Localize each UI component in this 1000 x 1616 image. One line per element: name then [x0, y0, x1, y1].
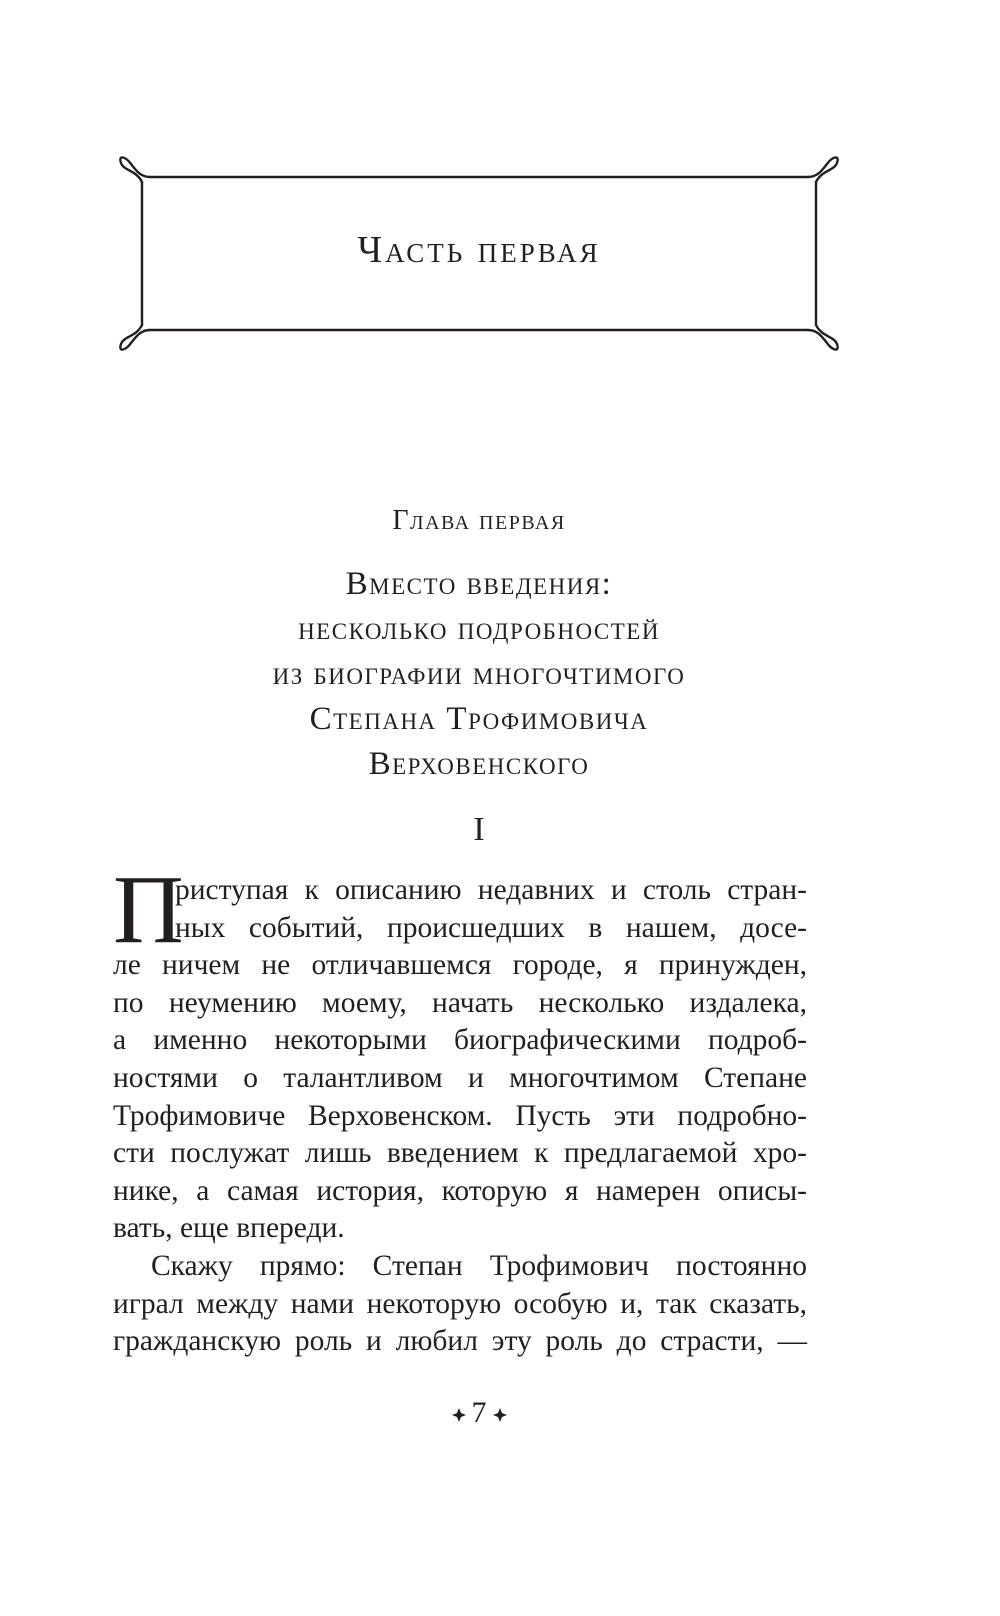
chapter-title-line: Вместо введения: [345, 566, 613, 602]
paragraph [113, 872, 807, 1248]
text-line: сти послужат лишь введением к предлагаемой хро- [113, 1137, 807, 1170]
text-line: гражданскую роль и любил эту роль до страсти, — [113, 1325, 807, 1358]
chapter-title-line: Верховенского [368, 746, 590, 782]
text-line: вать, еще впереди. [113, 1212, 345, 1245]
text-line: Скажу прямо: Степан Трофимович постоянно [151, 1249, 807, 1282]
chapter-label: Глава первая [392, 505, 566, 536]
text-line: по неумению моему, начать несколько издалека, [113, 986, 807, 1019]
text-line: ле ничем не отличавшемся городе, я принужден, [113, 949, 807, 982]
text-line: риступая к описанию недавних и столь стран- [175, 874, 807, 906]
chapter-title-line: Степана Трофимовича [309, 701, 649, 737]
text-line: а именно некоторыми биографическими подроб- [113, 1024, 807, 1057]
part-title: Часть первая [357, 229, 601, 271]
section-number: I [473, 811, 485, 848]
text-line: играл между нами некоторую особую и, так сказать, [113, 1287, 807, 1320]
body-text [113, 872, 807, 1361]
diamond-star-icon [452, 1408, 466, 1422]
text-line: ностями о талантливом и многочтимом Степане [113, 1061, 807, 1094]
chapter-title-line: из биографии многочтимого [272, 656, 686, 692]
chapter-title [0, 562, 958, 787]
paragraph [113, 1248, 807, 1361]
page-number-footer [0, 1396, 958, 1430]
text-line: ных событий, происшедших в нашем, досе- [175, 911, 807, 944]
text-line: нике, а самая история, которую я намерен описы- [113, 1174, 807, 1207]
chapter-title-line: несколько подробностей [298, 611, 660, 647]
diamond-star-icon [493, 1408, 507, 1422]
decorative-title-frame [0, 0, 1000, 420]
text-line: Трофимовиче Верховенском. Пусть эти подробно- [113, 1099, 807, 1132]
drop-cap: П [113, 856, 184, 964]
page-number: 7 [471, 1396, 487, 1429]
